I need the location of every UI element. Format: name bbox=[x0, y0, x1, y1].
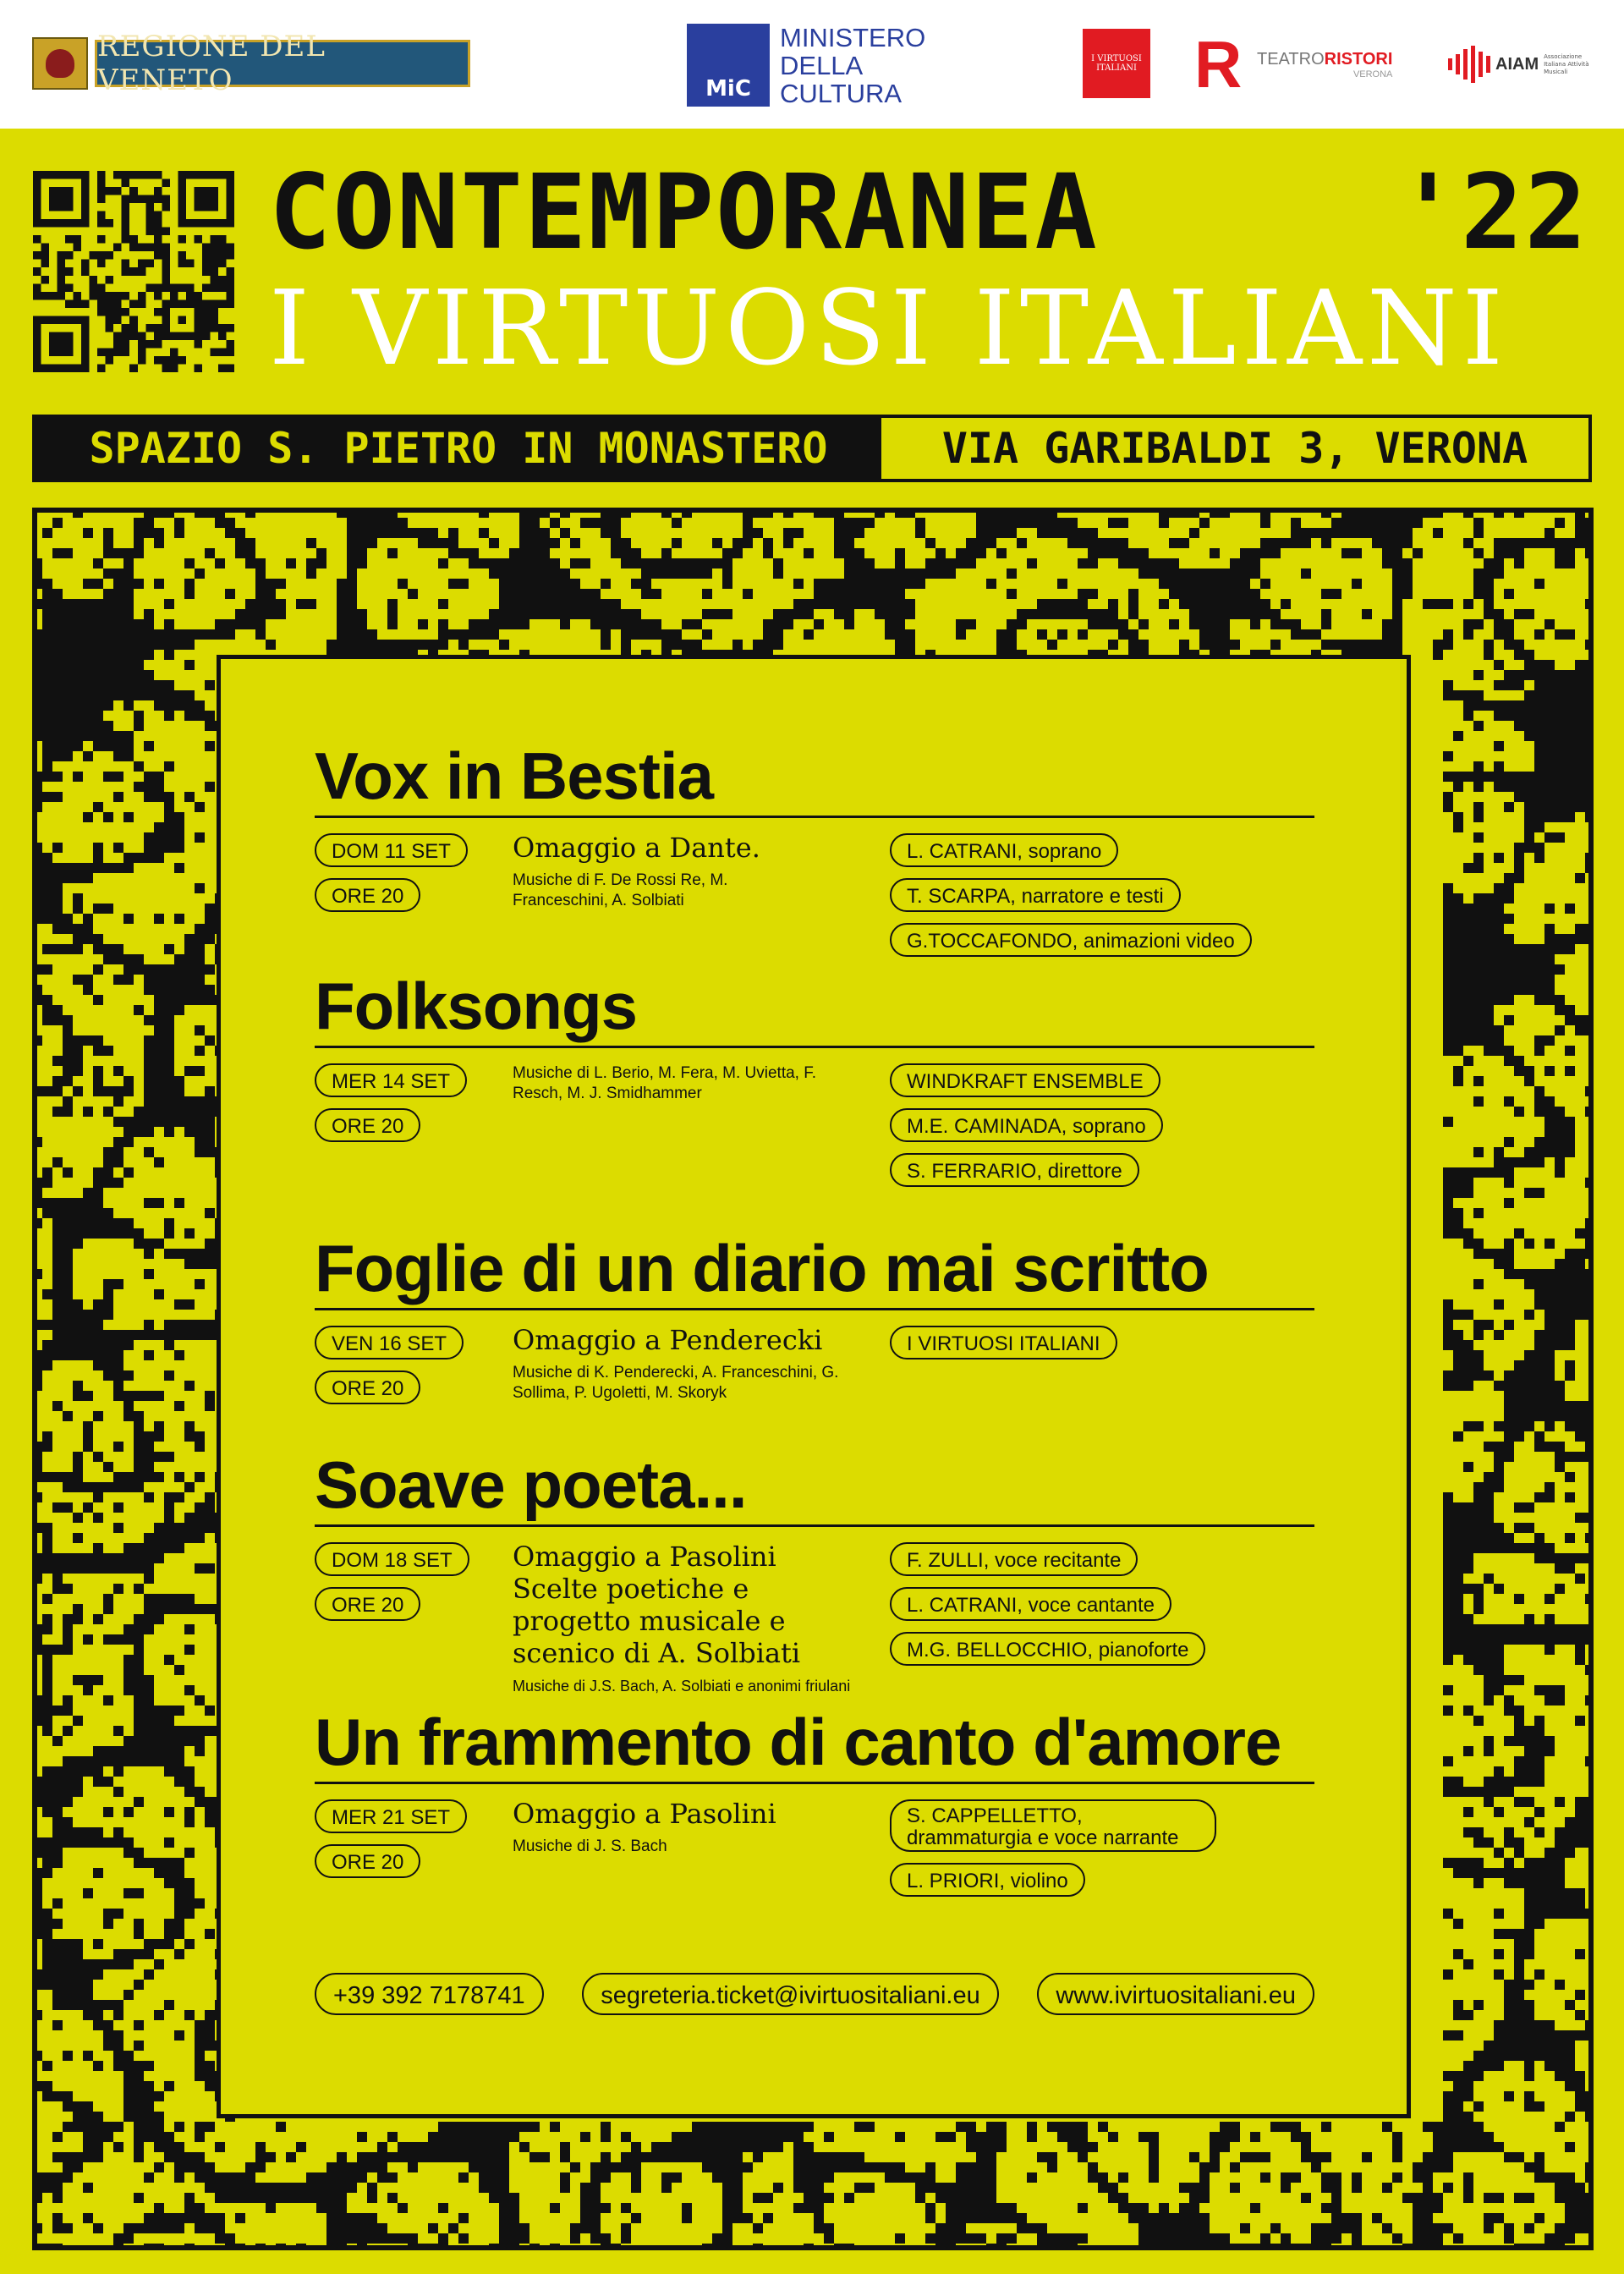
event-time-badge: ORE 20 bbox=[315, 1108, 420, 1142]
performer-badge: L. CATRANI, voce cantante bbox=[890, 1587, 1171, 1621]
aiam-bars-icon bbox=[1448, 46, 1490, 83]
event-divider bbox=[315, 816, 1314, 818]
teatro-r-mark-icon: R bbox=[1194, 27, 1243, 102]
performer-badge: S. FERRARIO, direttore bbox=[890, 1153, 1139, 1187]
teatro-ristori-logo bbox=[1194, 27, 1416, 102]
event-tribute: Omaggio a Dante. bbox=[513, 832, 760, 864]
contact-bar bbox=[315, 1973, 1314, 2015]
performer-badge: I VIRTUOSI ITALIANI bbox=[890, 1326, 1117, 1359]
aiam-label: AIAM bbox=[1495, 54, 1539, 74]
event-soave-poeta bbox=[315, 1447, 1314, 1704]
aiam-logo bbox=[1448, 42, 1600, 86]
ensemble-title: I VIRTUOSI ITALIANI bbox=[269, 268, 1508, 388]
performer-badge: G.TOCCAFONDO, animazioni video bbox=[890, 923, 1252, 957]
performer-badge: M.G. BELLOCCHIO, pianoforte bbox=[890, 1632, 1205, 1666]
website-link[interactable]: www.ivirtuositaliani.eu bbox=[1037, 1973, 1314, 2015]
event-divider bbox=[315, 1782, 1314, 1784]
festival-title bbox=[269, 152, 1588, 272]
mic-line-2: DELLA bbox=[780, 50, 864, 80]
event-time-badge: ORE 20 bbox=[315, 1587, 420, 1621]
event-time-badge: ORE 20 bbox=[315, 878, 420, 912]
virtuosi-italiani-logo: I VIRTUOSI ITALIANI bbox=[1083, 29, 1150, 98]
event-tribute: Omaggio a Pasolini Scelte poetiche e progetto musicale e scenico di A. Solbiati bbox=[513, 1541, 801, 1669]
event-un-frammento bbox=[315, 1704, 1314, 1949]
email-link[interactable]: segreteria.ticket@ivirtuositaliani.eu bbox=[582, 1973, 999, 2015]
festival-title-main: CONTEMPORANEA bbox=[269, 152, 1099, 272]
regione-veneto-logo bbox=[32, 30, 470, 97]
event-time-badge: ORE 20 bbox=[315, 1844, 420, 1878]
performer-badge: T. SCARPA, narratore e testi bbox=[890, 878, 1181, 912]
event-divider bbox=[315, 1046, 1314, 1048]
event-divider bbox=[315, 1524, 1314, 1527]
teatro-label: TEATRO bbox=[1257, 49, 1325, 69]
event-list bbox=[315, 738, 1314, 1949]
performer-badge: WINDKRAFT ENSEMBLE bbox=[890, 1063, 1160, 1097]
event-composers: Musiche di F. De Rossi Re, M. Franceschini, A. Solbiati bbox=[513, 871, 728, 909]
event-date-badge: DOM 18 SET bbox=[315, 1542, 469, 1576]
event-foglie-di-un-diario bbox=[315, 1230, 1314, 1447]
event-date-badge: MER 14 SET bbox=[315, 1063, 467, 1097]
event-title: Foglie di un diario mai scritto bbox=[315, 1231, 1209, 1305]
performer-badge: L. CATRANI, soprano bbox=[890, 833, 1118, 867]
ministero-cultura-logo bbox=[687, 22, 941, 108]
venue-bar bbox=[32, 415, 1592, 482]
mic-line-3: CULTURA bbox=[780, 78, 903, 108]
event-date-badge: MER 21 SET bbox=[315, 1799, 467, 1833]
event-title: Un frammento di canto d'amore bbox=[315, 1705, 1281, 1779]
event-divider bbox=[315, 1308, 1314, 1310]
qr-code[interactable] bbox=[32, 171, 235, 372]
performer-badge: S. CAPPELLETTO, drammaturgia e voce narrante bbox=[890, 1799, 1216, 1852]
performer-badge: F. ZULLI, voce recitante bbox=[890, 1542, 1138, 1576]
phone-link[interactable]: +39 392 7178741 bbox=[315, 1973, 544, 2015]
event-composers: Musiche di L. Berio, M. Fera, M. Uvietta, F. Resch, M. J. Smidhammer bbox=[513, 1064, 816, 1102]
performer-badge: M.E. CAMINADA, soprano bbox=[890, 1108, 1163, 1142]
event-title: Soave poeta... bbox=[315, 1447, 747, 1522]
lion-shield-icon bbox=[32, 37, 88, 90]
sponsor-logo-bar bbox=[0, 0, 1624, 129]
aiam-subtitle: Associazione Italiana Attività Musicali bbox=[1544, 52, 1589, 75]
mic-line-1: MINISTERO bbox=[780, 22, 926, 52]
event-folksongs bbox=[315, 968, 1314, 1230]
mic-mark-icon: MiC bbox=[687, 24, 770, 107]
event-date-badge: VEN 16 SET bbox=[315, 1326, 464, 1359]
event-tribute: Omaggio a Penderecki bbox=[513, 1324, 823, 1356]
event-tribute: Omaggio a Pasolini bbox=[513, 1798, 776, 1830]
teatro-city-label: VERONA bbox=[1352, 69, 1393, 80]
event-composers: Musiche di K. Penderecki, A. Franceschini, G. Sollima, P. Ugoletti, M. Skoryk bbox=[513, 1364, 839, 1402]
event-composers: Musiche di J. S. Bach bbox=[513, 1837, 667, 1855]
event-composers: Musiche di J.S. Bach, A. Solbiati e anonimi friulani bbox=[513, 1678, 851, 1695]
event-date-badge: DOM 11 SET bbox=[315, 833, 468, 867]
event-title: Folksongs bbox=[315, 969, 638, 1043]
event-title: Vox in Bestia bbox=[315, 739, 714, 813]
regione-veneto-label: REGIONE DEL VENETO bbox=[95, 40, 470, 87]
venue-address: VIA GARIBALDI 3, VERONA bbox=[941, 424, 1528, 473]
event-vox-in-bestia bbox=[315, 738, 1314, 968]
festival-year: '22 bbox=[1396, 152, 1588, 272]
event-time-badge: ORE 20 bbox=[315, 1370, 420, 1404]
performer-badge: L. PRIORI, violino bbox=[890, 1863, 1085, 1897]
venue-name: SPAZIO S. PIETRO IN MONASTERO bbox=[36, 418, 881, 479]
ristori-label: RISTORI bbox=[1324, 49, 1393, 69]
